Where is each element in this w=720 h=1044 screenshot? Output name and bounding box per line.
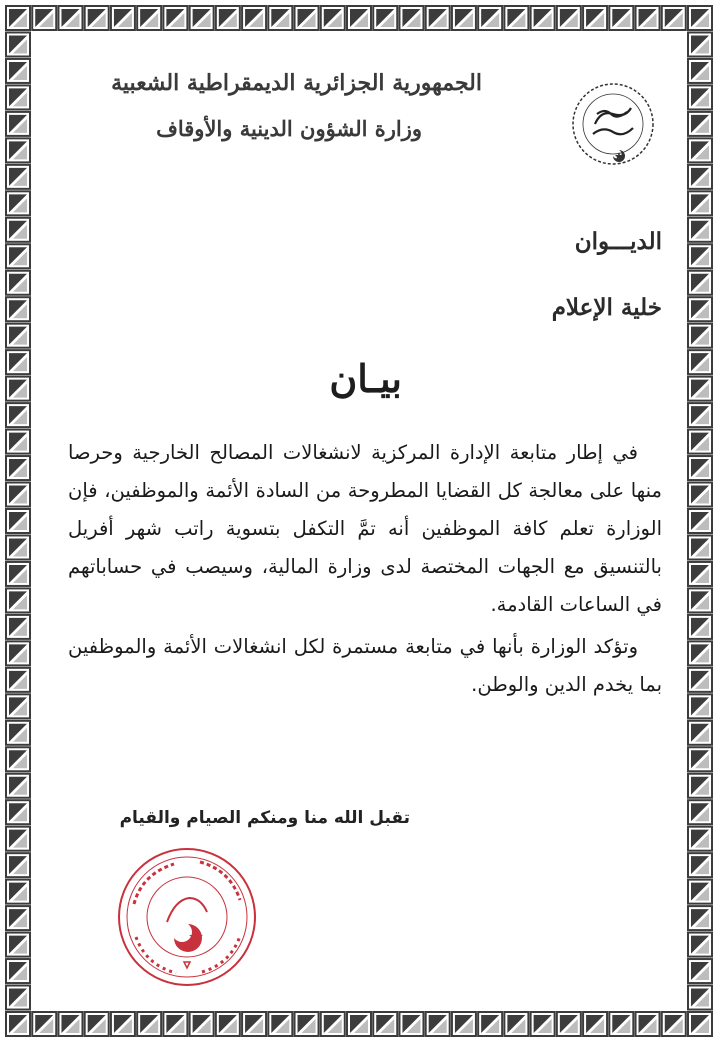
border-tile — [6, 32, 30, 56]
border-tile — [688, 562, 712, 586]
border-tile — [6, 377, 30, 401]
border-tile — [688, 138, 712, 162]
border-tile — [6, 959, 30, 983]
border-tile — [6, 456, 30, 480]
border-tile — [6, 59, 30, 83]
office-label: الديـــوان — [574, 228, 662, 255]
border-tile — [688, 6, 712, 30]
border-tile — [163, 6, 187, 30]
border-tile — [6, 774, 30, 798]
border-tile — [688, 774, 712, 798]
border-tile — [6, 403, 30, 427]
border-tile — [478, 6, 502, 30]
border-tile — [6, 218, 30, 242]
border-tile — [111, 6, 135, 30]
border-tile — [688, 933, 712, 957]
border-tile — [688, 191, 712, 215]
border-tile — [216, 6, 240, 30]
border-tile — [6, 800, 30, 824]
border-tile — [688, 959, 712, 983]
ministry-header: وزارة الشؤون الدينية والأوقاف — [156, 116, 422, 141]
border-tile — [688, 588, 712, 612]
border-tile — [557, 1012, 581, 1036]
border-tile — [688, 271, 712, 295]
statement-paragraph-1: في إطار متابعة الإدارة المركزية لانشغالات المصالح الخارجية وحرصا منها على معالجة كل القضايا المطروحة من السادة الأئمة والموظفين، فإن الوزارة تعلم كافة الموظفين أنه تمَّ التكفل بتسوية راتب شهر أفريل بالتنسيق مع الجهات المختصة لدى وزارة المالية، وسيصب في حساباتهم في الساعات القادمة. — [68, 441, 662, 616]
border-tile — [6, 535, 30, 559]
border-tile — [688, 244, 712, 268]
border-tile — [295, 1012, 319, 1036]
border-tile — [636, 1012, 660, 1036]
republic-header: الجمهورية الجزائرية الديمقراطية الشعبية — [111, 70, 482, 96]
border-tile — [58, 1012, 82, 1036]
border-tile — [688, 694, 712, 718]
border-tile — [111, 1012, 135, 1036]
border-tile — [190, 6, 214, 30]
border-tile — [6, 244, 30, 268]
statement-body — [68, 434, 662, 704]
border-tile — [295, 6, 319, 30]
border-tile — [6, 430, 30, 454]
border-tile — [531, 1012, 555, 1036]
border-tile — [688, 853, 712, 877]
border-tile — [426, 1012, 450, 1036]
border-tile — [6, 112, 30, 136]
border-tile — [6, 191, 30, 215]
border-tile — [6, 986, 30, 1010]
border-tile — [321, 6, 345, 30]
border-tile — [688, 430, 712, 454]
border-tile — [6, 165, 30, 189]
border-tile — [6, 641, 30, 665]
border-tile — [504, 1012, 528, 1036]
border-tile — [242, 1012, 266, 1036]
border-tile — [688, 483, 712, 507]
closing-greeting: تقبل الله منا ومنكم الصيام والقيام — [119, 808, 410, 828]
border-tile — [6, 297, 30, 321]
border-tile — [85, 6, 109, 30]
border-tile — [6, 668, 30, 692]
media-cell-label: خلية الإعلام — [551, 294, 662, 321]
border-tile — [504, 6, 528, 30]
border-tile — [688, 165, 712, 189]
border-tile — [688, 85, 712, 109]
border-tile — [688, 668, 712, 692]
border-tile — [6, 562, 30, 586]
border-tile — [688, 641, 712, 665]
border-tile — [688, 535, 712, 559]
border-tile — [662, 1012, 686, 1036]
border-tile — [6, 853, 30, 877]
border-tile — [662, 6, 686, 30]
border-tile — [688, 218, 712, 242]
border-tile — [399, 1012, 423, 1036]
border-tile — [6, 933, 30, 957]
border-tile — [557, 6, 581, 30]
border-tile — [688, 800, 712, 824]
border-tile — [688, 747, 712, 771]
border-tile — [6, 509, 30, 533]
border-tile — [6, 747, 30, 771]
border-tile — [6, 1012, 30, 1036]
border-tile — [452, 1012, 476, 1036]
border-tile — [6, 350, 30, 374]
border-tile — [688, 324, 712, 348]
border-tile — [6, 694, 30, 718]
border-tile — [137, 1012, 161, 1036]
border-tile — [688, 827, 712, 851]
border-tile — [347, 1012, 371, 1036]
border-tile — [373, 6, 397, 30]
border-tile — [478, 1012, 502, 1036]
border-tile — [688, 456, 712, 480]
border-tile — [688, 59, 712, 83]
border-tile — [609, 1012, 633, 1036]
border-tile — [6, 906, 30, 930]
border-tile — [452, 6, 476, 30]
border-tile — [268, 1012, 292, 1036]
border-tile — [190, 1012, 214, 1036]
border-tile — [688, 1012, 712, 1036]
border-tile — [6, 324, 30, 348]
border-tile — [426, 6, 450, 30]
border-tile — [58, 6, 82, 30]
border-tile — [216, 1012, 240, 1036]
border-tile — [6, 483, 30, 507]
border-tile — [6, 138, 30, 162]
border-tile — [688, 403, 712, 427]
border-tile — [688, 297, 712, 321]
border-tile — [6, 615, 30, 639]
border-tile — [583, 6, 607, 30]
border-tile — [688, 721, 712, 745]
border-tile — [6, 85, 30, 109]
border-tile — [242, 6, 266, 30]
statement-paragraph-2: وتؤكد الوزارة بأنها في متابعة مستمرة لكل انشغالات الأئمة والموظفين بما يخدم الدين والوطن. — [68, 635, 662, 696]
border-tile — [399, 6, 423, 30]
border-tile — [6, 827, 30, 851]
document-page — [58, 60, 662, 984]
border-tile — [32, 6, 56, 30]
border-tile — [32, 1012, 56, 1036]
border-tile — [6, 271, 30, 295]
border-tile — [268, 6, 292, 30]
border-tile — [609, 6, 633, 30]
document-title: بيـان — [329, 356, 402, 401]
border-tile — [6, 588, 30, 612]
border-tile — [6, 880, 30, 904]
border-tile — [347, 6, 371, 30]
border-tile — [531, 6, 555, 30]
border-tile — [688, 32, 712, 56]
border-tile — [373, 1012, 397, 1036]
border-tile — [6, 721, 30, 745]
border-tile — [137, 6, 161, 30]
ministry-seal-icon — [567, 76, 659, 176]
border-tile — [163, 1012, 187, 1036]
border-tile — [6, 6, 30, 30]
border-tile — [688, 615, 712, 639]
border-tile — [583, 1012, 607, 1036]
border-tile — [688, 906, 712, 930]
border-tile — [688, 350, 712, 374]
border-tile — [688, 377, 712, 401]
border-tile — [85, 1012, 109, 1036]
border-tile — [688, 509, 712, 533]
border-tile — [688, 880, 712, 904]
border-tile — [636, 6, 660, 30]
border-tile — [321, 1012, 345, 1036]
border-tile — [688, 112, 712, 136]
border-tile — [688, 986, 712, 1010]
official-stamp-icon — [112, 842, 262, 992]
